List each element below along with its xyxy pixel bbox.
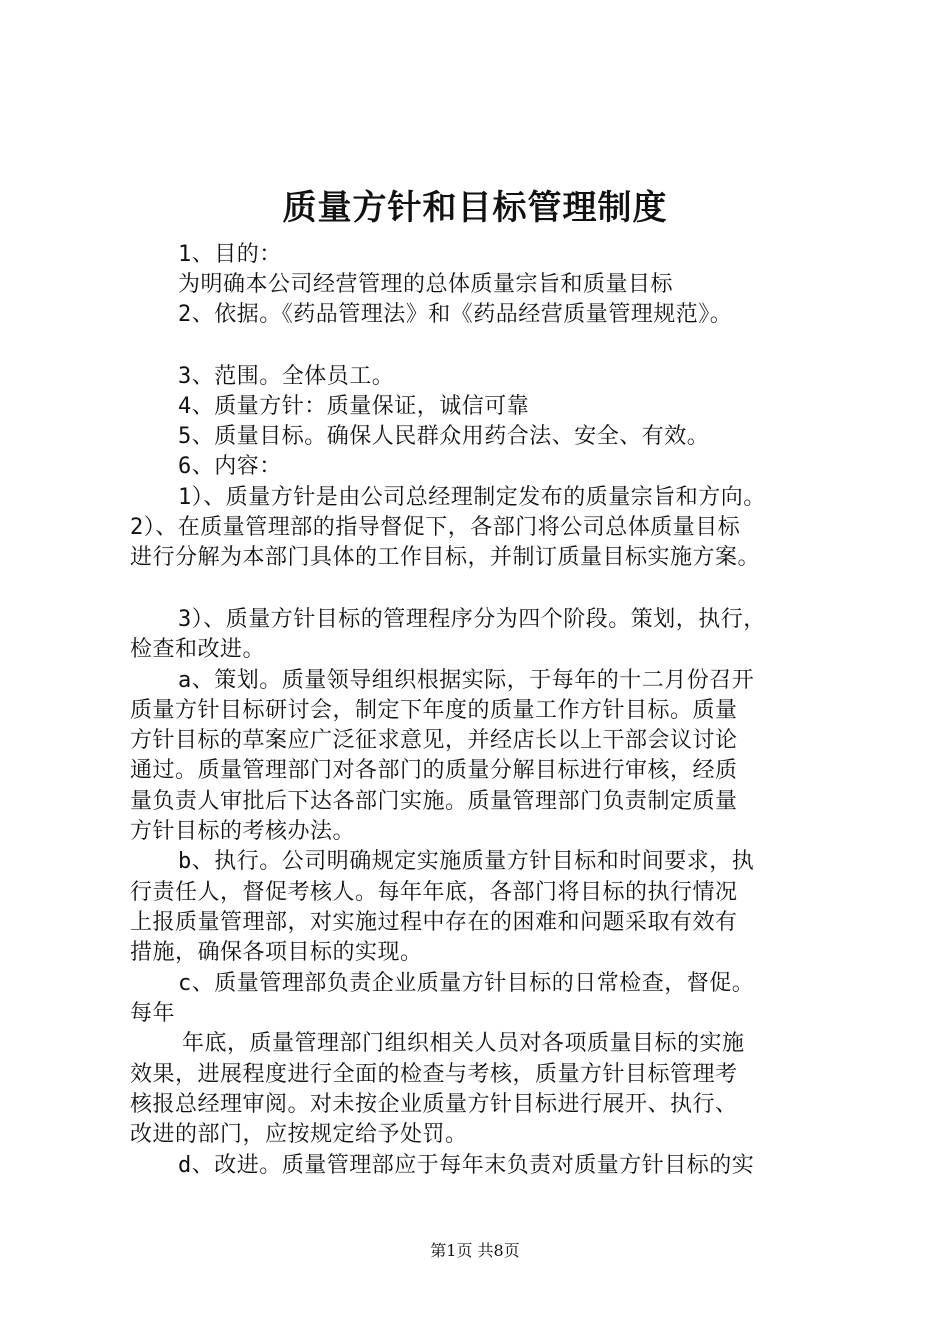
text-line: 2、依据。《药品管理法》和《药品经营质量管理规范》。 — [178, 302, 733, 327]
text-line: 措施，确保各项目标的实现。 — [130, 940, 423, 965]
text-line: 核报总经理审阅。对未按企业质量方针目标进行展开、执行、 — [130, 1092, 738, 1117]
text-line: 质量方针目标研讨会，制定下年度的质量工作方针目标。质量 — [130, 698, 738, 723]
text-line: a、策划。质量领导组织根据实际，于每年的十二月份召开 — [178, 668, 755, 693]
page-number-footer: 第1页 共8页 — [430, 1241, 520, 1260]
text-line: 1、目的： — [178, 242, 282, 267]
text-line: 1）、质量方针是由公司总经理制定发布的质量宗旨和方向。 — [178, 485, 766, 510]
text-line: 上报质量管理部，对实施过程中存在的困难和问题采取有效有 — [130, 910, 738, 935]
text-line: b、执行。公司明确规定实施质量方针目标和时间要求，执 — [178, 849, 755, 874]
text-line: 3、范围。全体员工。 — [178, 364, 395, 389]
text-line: 效果，进展程度进行全面的检查与考核，质量方针目标管理考 — [130, 1062, 738, 1087]
text-line: 5、质量目标。确保人民群众用药合法、安全、有效。 — [178, 424, 710, 449]
text-line: 检查和改进。 — [130, 637, 266, 662]
document-title: 质量方针和目标管理制度 — [282, 188, 668, 228]
text-line: 每年 — [130, 1001, 176, 1026]
text-line: 3）、质量方针目标的管理程序分为四个阶段。策划，执行， — [178, 607, 766, 632]
text-line: c、质量管理部负责企业质量方针目标的日常检查，督促。 — [178, 971, 755, 996]
text-line: 年底，质量管理部门组织相关人员对各项质量目标的实施 — [182, 1031, 745, 1056]
text-line: 行责任人，督促考核人。每年年底，各部门将目标的执行情况 — [130, 880, 738, 905]
text-line: 量负责人审批后下达各部门实施。质量管理部门负责制定质量 — [130, 789, 738, 814]
text-line: 4、质量方针：质量保证，诚信可靠 — [178, 394, 530, 419]
text-line: 为明确本公司经营管理的总体质量宗旨和质量目标 — [178, 272, 674, 297]
text-line: 方针目标的考核办法。 — [130, 819, 356, 844]
text-line: 方针目标的草案应广泛征求意见，并经店长以上干部会议讨论 — [130, 728, 738, 753]
text-line: 进行分解为本部门具体的工作目标，并制订质量目标实施方案。 — [130, 545, 761, 570]
text-line: 6、内容： — [178, 454, 282, 479]
text-line: 改进的部门，应按规定给予处罚。 — [130, 1122, 468, 1147]
text-line: 通过。质量管理部门对各部门的质量分解目标进行审核，经质 — [130, 758, 738, 783]
text-line: 2）、在质量管理部的指导督促下，各部门将公司总体质量目标 — [130, 515, 741, 540]
text-line: d、改进。质量管理部应于每年末负责对质量方针目标的实 — [178, 1153, 755, 1178]
